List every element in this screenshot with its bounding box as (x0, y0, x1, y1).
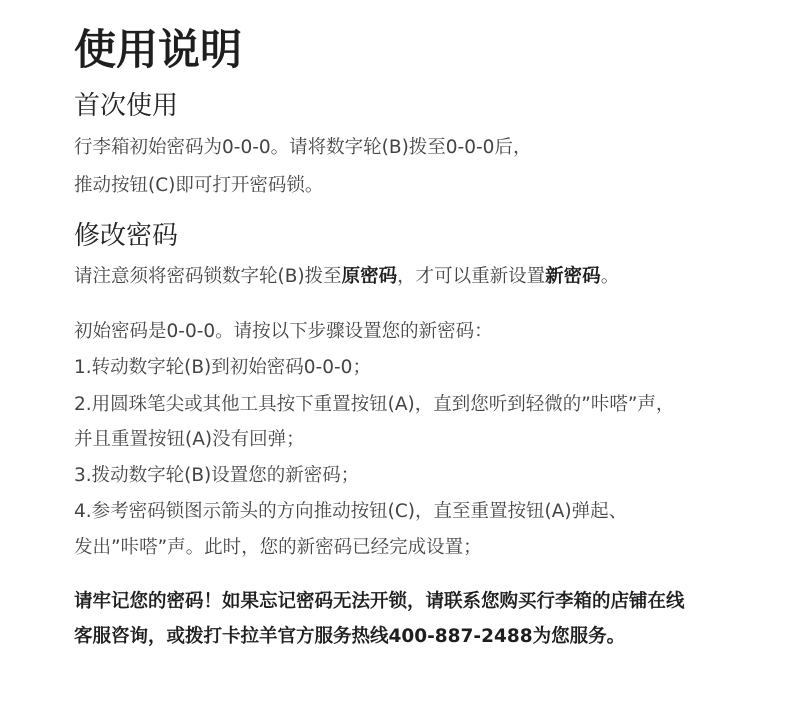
change-password-heading: 修改密码 (74, 221, 179, 251)
step-line-4: 3.拨动数字轮(B)设置您的新密码； (74, 465, 360, 486)
step-line-2: 2.用圆珠笔尖或其他工具按下重置按钮(A)，直到您听到轻微的”咔嗒”声， (74, 394, 675, 415)
footer-line-1: 请牢记您的密码！如果忘记密码无法开锁，请联系您购买行李箱的店铺在线 (74, 591, 685, 612)
first-use-line-1: 行李箱初始密码为0-0-0。请将数字轮(B)拨至0-0-0后， (74, 137, 532, 158)
note-text-3: 。 (600, 266, 620, 287)
step-line-3: 并且重置按钮(A)没有回弹； (74, 429, 305, 450)
change-password-note (74, 264, 619, 290)
step-line-5: 4.参考密码锁图示箭头的方向推动按钮(C)，直至重置按钮(A)弹起、 (74, 501, 628, 522)
step-line-6: 发出”咔嗒”声。此时，您的新密码已经完成设置； (74, 537, 482, 558)
footer-line-2: 客服咨询，或拨打卡拉羊官方服务热线400-887-2488为您服务。 (74, 626, 626, 647)
change-password-intro: 初始密码是0-0-0。请按以下步骤设置您的新密码： (74, 321, 493, 342)
step-line-1: 1.转动数字轮(B)到初始密码0-0-0； (74, 357, 371, 378)
first-use-heading: 首次使用 (74, 91, 179, 121)
note-original-password: 原密码 (341, 266, 398, 287)
page-title: 使用说明 (74, 25, 243, 74)
note-text-2: ，才可以重新设置 (397, 266, 546, 287)
note-text-1: 请注意须将密码锁数字轮(B)拨至 (74, 266, 342, 287)
note-new-password: 新密码 (545, 266, 601, 287)
first-use-line-2: 推动按钮(C)即可打开密码锁。 (74, 175, 324, 196)
